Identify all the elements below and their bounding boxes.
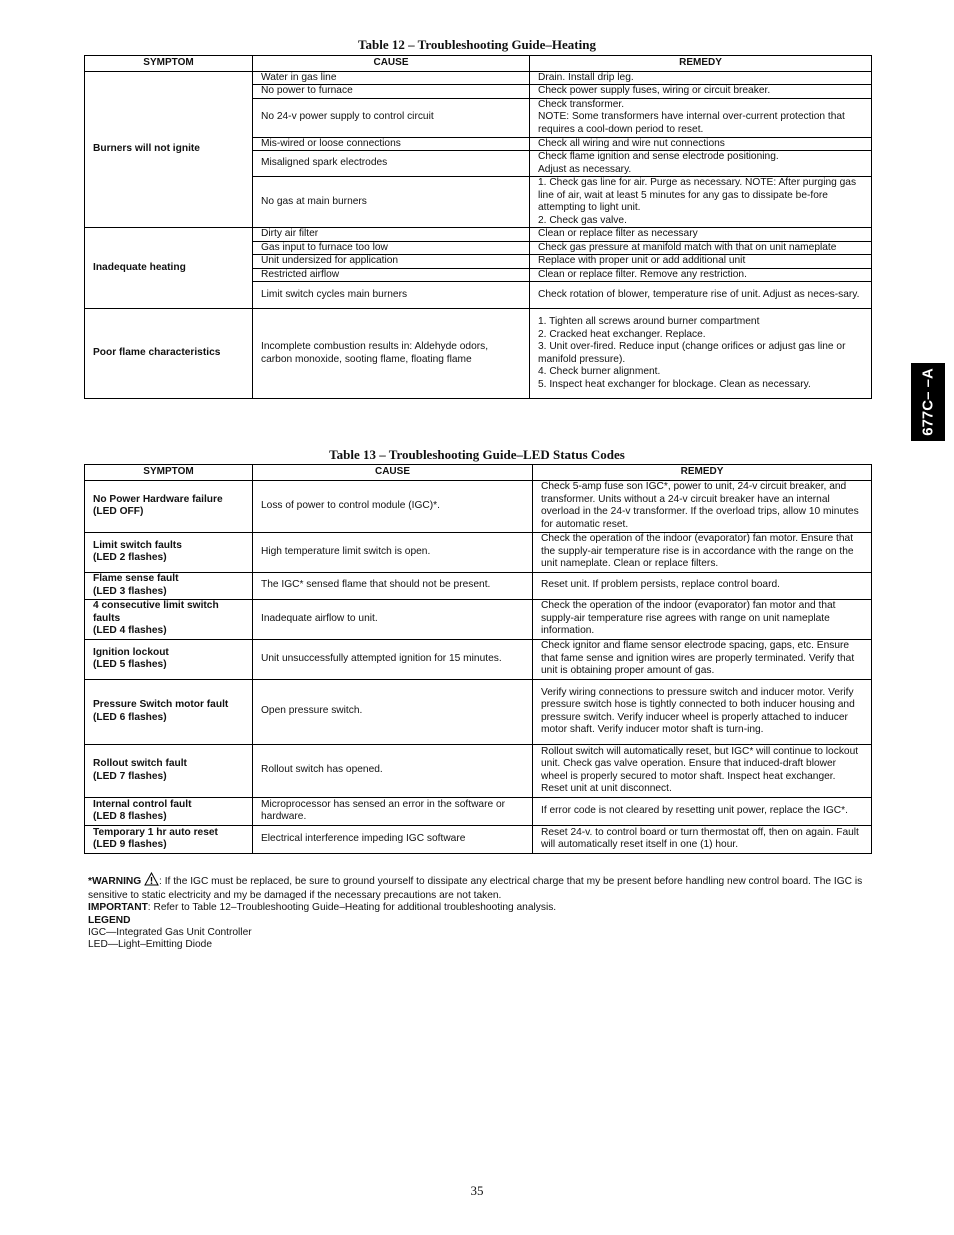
header-symptom: SYMPTOM (85, 465, 253, 481)
table-row (85, 639, 872, 679)
cause-cell: Unit unsuccessfully attempted ignition for 15 minutes. (253, 639, 533, 679)
remedy-cell: Verify wiring connections to pressure switch and inducer motor. Verify pressure switch hose is tightly connected to both inducer housing and pressure switch. Verify inducer wheel is properly attached to inducer motor shaft. Verify inducer motor shaft is turn-ing. (533, 679, 872, 744)
symptom-cell: Temporary 1 hr auto reset (LED 9 flashes) (85, 825, 253, 853)
cause-cell: Limit switch cycles main burners (253, 282, 530, 309)
cause-cell: Gas input to furnace too low (253, 241, 530, 255)
symptom-cell: Burners will not ignite (85, 71, 253, 228)
remedy-cell: Check the operation of the indoor (evaporator) fan motor. Ensure that the supply-air temperature rise is in accordance with the range on the unit nameplate. Clean or replace filters. (533, 532, 872, 572)
remedy-cell: Check flame ignition and sense electrode positioning. Adjust as necessary. (530, 151, 872, 177)
remedy-cell: Reset unit. If problem persists, replace control board. (533, 572, 872, 599)
header-cause: CAUSE (253, 465, 533, 481)
table12-title: Table 12 – Troubleshooting Guide–Heating (358, 37, 596, 52)
legend-heading (88, 915, 868, 927)
table-row (85, 825, 872, 853)
table-notes (88, 872, 868, 951)
header-cause: CAUSE (253, 56, 530, 72)
cause-cell: No 24-v power supply to control circuit (253, 98, 530, 137)
table-row (85, 309, 872, 399)
side-tab (911, 363, 945, 441)
warning-note (88, 872, 868, 902)
cause-cell: No power to furnace (253, 85, 530, 99)
cause-cell: Electrical interference impeding IGC software (253, 825, 533, 853)
cause-cell: Microprocessor has sensed an error in the software or hardware. (253, 797, 533, 825)
cause-cell: Unit undersized for application (253, 255, 530, 269)
cause-cell: Misaligned spark electrodes (253, 151, 530, 177)
remedy-cell: Replace with proper unit or add additional unit (530, 255, 872, 269)
table-row (85, 744, 872, 797)
remedy-cell: 1. Check gas line for air. Purge as necessary. NOTE: After purging gas line of air, wait at least 5 minutes for any gas to dissipate be-fore attempting to light unit. 2. Check gas valve. (530, 177, 872, 228)
table13 (84, 464, 872, 854)
warning-triangle-icon (144, 872, 159, 890)
symptom-cell: Ignition lockout (LED 5 flashes) (85, 639, 253, 679)
remedy-cell: Check the operation of the indoor (evaporator) fan motor and that supply-air temperature rise agrees with range on unit nameplate information. (533, 599, 872, 639)
header-remedy: REMEDY (530, 56, 872, 72)
symptom-cell: Inadequate heating (85, 228, 253, 309)
table-row (85, 599, 872, 639)
table-row (85, 679, 872, 744)
remedy-cell: 1. Tighten all screws around burner compartment 2. Cracked heat exchanger. Replace. 3. Unit over-fired. Reduce input (change orifices or adjust gas line or manifold pressure). 4. Check burner alignment. 5. Inspect heat exchanger for blockage. Clean as necessary. (530, 309, 872, 399)
cause-cell: Water in gas line (253, 71, 530, 85)
cause-cell: High temperature limit switch is open. (253, 532, 533, 572)
table12 (84, 55, 872, 399)
cause-cell: Inadequate airflow to unit. (253, 599, 533, 639)
legend-igc: IGC—Integrated Gas Unit Controller (88, 926, 252, 938)
legend-label: LEGEND (88, 914, 131, 926)
remedy-cell: Rollout switch will automatically reset, but IGC* will continue to lockout unit. Check gas valve operation. Ensure that induced-draft blower wheel is properly secured to motor shaft. Inspect heat exchanger. Reset unit at unit disconnect. (533, 744, 872, 797)
table-row (85, 572, 872, 599)
remedy-cell: Check all wiring and wire nut connections (530, 137, 872, 151)
remedy-cell: Check 5-amp fuse son IGC*, power to unit, 24-v circuit breaker, and transformer. Units without a 24-v circuit breaker have an internal overload in the 24-v transformer. If the overload trips, allow 10 minutes for automatic reset. (533, 480, 872, 532)
cause-cell: Rollout switch has opened. (253, 744, 533, 797)
warning-text: : If the IGC must be replaced, be sure to ground yourself to dissipate any electrical charge that my be present before handling new control board. The IGC is sensitive to static electricity and my be damaged if the necessary precautions are not taken. (88, 876, 863, 902)
remedy-cell: Check rotation of blower, temperature rise of unit. Adjust as neces-sary. (530, 282, 872, 309)
cause-cell: No gas at main burners (253, 177, 530, 228)
remedy-cell: Clean or replace filter as necessary (530, 228, 872, 242)
cause-cell: Dirty air filter (253, 228, 530, 242)
important-text: : Refer to Table 12–Troubleshooting Guide–Heating for additional troubleshooting analysis. (147, 902, 557, 914)
cause-cell: Incomplete combustion results in: Aldehyde odors, carbon monoxide, sooting flame, floating flame (253, 309, 530, 399)
important-note (88, 902, 868, 914)
remedy-cell: Clean or replace filter. Remove any restriction. (530, 268, 872, 282)
table-row (85, 532, 872, 572)
important-label: IMPORTANT (88, 902, 148, 914)
warning-label: *WARNING (88, 876, 142, 887)
cause-cell: The IGC* sensed flame that should not be present. (253, 572, 533, 599)
cause-cell: Restricted airflow (253, 268, 530, 282)
header-symptom: SYMPTOM (85, 56, 253, 72)
legend-led: LED—Light–Emitting Diode (88, 939, 213, 951)
symptom-cell: Internal control fault (LED 8 flashes) (85, 797, 253, 825)
table-row (85, 480, 872, 532)
table-row (85, 228, 872, 242)
table13-title: Table 13 – Troubleshooting Guide–LED Status Codes (329, 447, 625, 462)
cause-cell: Open pressure switch. (253, 679, 533, 744)
remedy-cell: Check power supply fuses, wiring or circuit breaker. (530, 85, 872, 99)
remedy-cell: Reset 24-v. to control board or turn thermostat off, then on again. Fault will automatically reset itself in one (1) hour. (533, 825, 872, 853)
remedy-cell: Check gas pressure at manifold match with that on unit nameplate (530, 241, 872, 255)
remedy-cell: Check transformer. NOTE: Some transformers have internal over-current protection that requires a cool-down period to reset. (530, 98, 872, 137)
symptom-cell: Flame sense fault (LED 3 flashes) (85, 572, 253, 599)
symptom-cell: Limit switch faults (LED 2 flashes) (85, 532, 253, 572)
symptom-cell: 4 consecutive limit switch faults (LED 4 flashes) (85, 599, 253, 639)
symptom-cell: Pressure Switch motor fault (LED 6 flashes) (85, 679, 253, 744)
page-number: 35 (470, 1183, 484, 1198)
cause-cell: Mis-wired or loose connections (253, 137, 530, 151)
side-tab-label: 677C– –A (919, 368, 937, 436)
table-row (85, 797, 872, 825)
remedy-cell: Drain. Install drip leg. (530, 71, 872, 85)
remedy-cell: Check ignitor and flame sensor electrode spacing, gaps, etc. Ensure that fame sense and ignition wires are properly terminated. Verify that unit is obtaining proper amount of gas. (533, 639, 872, 679)
table-row (85, 71, 872, 85)
symptom-cell: No Power Hardware failure (LED OFF) (85, 480, 253, 532)
symptom-cell: Poor flame characteristics (85, 309, 253, 399)
symptom-cell: Rollout switch fault (LED 7 flashes) (85, 744, 253, 797)
remedy-cell: If error code is not cleared by resetting unit power, replace the IGC*. (533, 797, 872, 825)
header-remedy: REMEDY (533, 465, 872, 481)
cause-cell: Loss of power to control module (IGC)*. (253, 480, 533, 532)
